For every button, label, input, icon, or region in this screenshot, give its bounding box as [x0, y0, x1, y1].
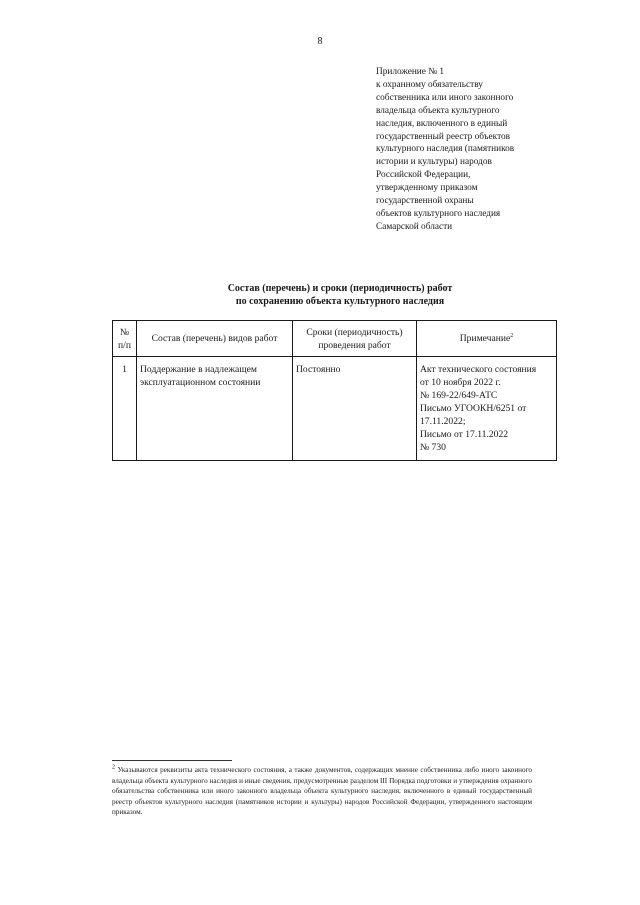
appendix-line: владельца объекта культурного: [376, 105, 500, 116]
header-works: Состав (перечень) видов работ: [137, 321, 293, 357]
note-line: № 730: [420, 442, 446, 453]
cell-note: [417, 357, 557, 461]
appendix-line: истории и культуры) народов: [376, 157, 492, 168]
footnote-text: Указываются реквизиты акта технического состояния, а также документов, содержащих мнение собственника либо иного законного владельца объекта культурного наследия и иные сведения, предусмотренные разделом III Порядка подготовки и утверждения охранного обязательства собственника или иного законного владельца объекта культурного наследия, включенного в единый государственный реестр объектов культурного наследия (памятников истории и культуры) народов Российской Федерации, утвержденного настоящим приказом.: [112, 766, 532, 816]
note-line: Письмо УГООКН/6251 от: [420, 403, 527, 414]
note-line: № 169-22/649-АТС: [420, 390, 498, 401]
appendix-line: объектов культурного наследия: [376, 208, 501, 219]
appendix-line: к охранному обязательству: [376, 79, 483, 90]
note-line: Письмо от 17.11.2022: [420, 429, 509, 440]
footnote: [112, 765, 532, 818]
appendix-line: культурного наследия (памятников: [376, 144, 515, 155]
title-line-2: по сохранению объекта культурного наследия: [235, 296, 445, 307]
appendix-line: утвержденному приказом: [376, 183, 478, 194]
cell-num: 1: [113, 357, 137, 461]
footnote-mark: 2: [112, 764, 115, 771]
note-line: Акт технического состояния: [420, 364, 537, 375]
note-line: от 10 ноября 2022 г.: [420, 377, 501, 388]
cell-terms: Постоянно: [293, 357, 417, 461]
appendix-line: наследия, включенного в единый: [376, 118, 508, 129]
header-note: [417, 321, 557, 357]
appendix-line: Приложение № 1: [376, 67, 445, 77]
footnote-divider: [112, 760, 232, 761]
document-title: [0, 282, 640, 308]
appendix-line: Самарской области: [376, 221, 453, 232]
appendix-line: Российской Федерации,: [376, 170, 471, 181]
appendix-header: [376, 66, 576, 234]
works-table: [112, 320, 557, 461]
table-row: [113, 357, 557, 461]
appendix-line: собственника или иного законного: [376, 92, 514, 103]
table-header-row: [113, 321, 557, 357]
title-line-1: Состав (перечень) и сроки (периодичность) работ: [227, 283, 453, 294]
appendix-line: государственной охраны: [376, 196, 474, 207]
appendix-line: государственный реестр объектов: [376, 131, 511, 142]
header-note-label: Примечание: [459, 333, 511, 344]
header-terms: Сроки (периодичность) проведения работ: [293, 321, 417, 357]
header-num: № п/п: [113, 321, 137, 357]
cell-works: Поддержание в надлежащем эксплуатационном состоянии: [137, 357, 293, 461]
header-note-sup: 2: [510, 332, 514, 339]
note-line: 17.11.2022;: [420, 416, 466, 427]
page-number: 8: [317, 36, 323, 47]
